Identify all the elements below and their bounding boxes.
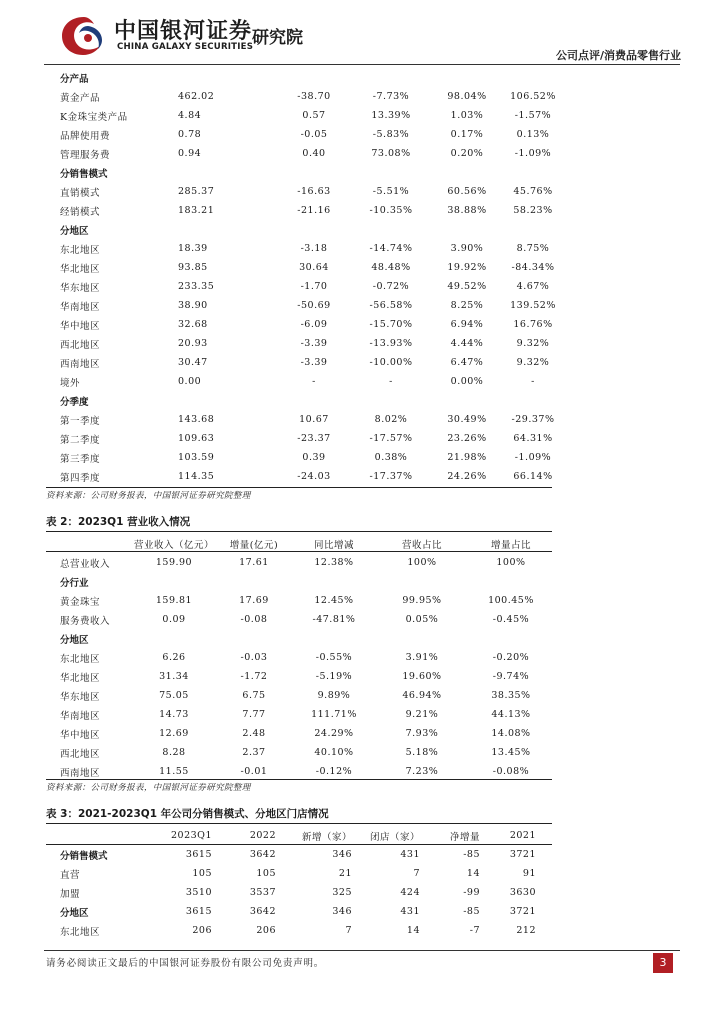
- table-cell: 18.39: [178, 243, 208, 254]
- table-cell: 23.26%: [447, 433, 487, 444]
- table-row: [60, 277, 556, 296]
- table-cell: 4.84: [178, 110, 202, 121]
- table-row: [60, 144, 556, 163]
- table-cell: 462.02: [178, 91, 215, 102]
- table-cell: 24.29%: [314, 728, 354, 739]
- page-header: [0, 0, 724, 66]
- table-cell: -0.05: [300, 129, 328, 140]
- table-cell: 114.35: [178, 471, 215, 482]
- table-cell: -1.72: [240, 671, 268, 682]
- row-label: 境外: [60, 377, 81, 389]
- table-cell: 212: [516, 925, 536, 936]
- table-cell: -1.70: [300, 281, 328, 292]
- table-cell: -24.03: [297, 471, 331, 482]
- row-label: 第四季度: [60, 472, 101, 484]
- table-cell: -1.09%: [514, 148, 552, 159]
- table-row: [60, 201, 556, 220]
- table-cell: 206: [256, 925, 276, 936]
- table-row: [60, 429, 556, 448]
- table-cell: 3510: [185, 887, 212, 898]
- group-heading: 分地区: [60, 225, 89, 237]
- table3-caption: 表 3：2021-2023Q1 年公司分销售模式、分地区门店情况: [46, 808, 329, 820]
- table-cell: 66.14%: [513, 471, 553, 482]
- table-cell: 3630: [509, 887, 536, 898]
- table-cell: 5.18%: [405, 747, 439, 758]
- table-cell: 0.38%: [374, 452, 408, 463]
- row-label: 加盟: [60, 888, 81, 900]
- table-cell: 93.85: [178, 262, 208, 273]
- table-cell: 3642: [249, 849, 276, 860]
- table-cell: 21: [338, 868, 352, 879]
- table-cell: -9.74%: [492, 671, 530, 682]
- column-header: 净增量: [449, 831, 480, 843]
- row-label: 华北地区: [60, 263, 101, 275]
- table-cell: 3.91%: [405, 652, 439, 663]
- report-section-tag: 公司点评/消费品零售行业: [555, 49, 681, 62]
- table-cell: -6.09: [300, 319, 328, 330]
- table-cell: -3.39: [300, 338, 328, 349]
- table-cell: 64.31%: [513, 433, 553, 444]
- table-cell: -0.08%: [492, 766, 530, 777]
- table-cell: 38.35%: [491, 690, 531, 701]
- row-label: 东北地区: [60, 244, 101, 256]
- table-cell: 3721: [509, 906, 536, 917]
- table-cell: 0.40: [302, 148, 326, 159]
- table-cell: 14.73: [159, 709, 189, 720]
- table-row: [60, 667, 552, 686]
- table-cell: -38.70: [297, 91, 331, 102]
- column-header: 增量(亿元): [229, 539, 279, 551]
- group-heading-row: [60, 163, 556, 182]
- table-cell: 24.26%: [447, 471, 487, 482]
- column-header: 同比增减: [313, 539, 354, 551]
- table-cell: 0.13%: [516, 129, 550, 140]
- table-cell: 30.47: [178, 357, 208, 368]
- total-row: [60, 553, 552, 572]
- table-cell: -99: [463, 887, 480, 898]
- table-cell: -0.20%: [492, 652, 530, 663]
- table-cell: -29.37%: [511, 414, 555, 425]
- table-row: [60, 334, 556, 353]
- table-cell: 60.56%: [447, 186, 487, 197]
- table-row: [60, 883, 536, 902]
- header-divider: [44, 64, 680, 65]
- table-row: [60, 258, 556, 277]
- table-cell: 8.75%: [516, 243, 550, 254]
- table-cell: -3.39: [300, 357, 328, 368]
- table2-top-rule: [46, 531, 552, 532]
- table-row: [60, 845, 536, 864]
- table-cell: -14.74%: [369, 243, 413, 254]
- table-row: [60, 239, 556, 258]
- table-cell: 48.48%: [371, 262, 411, 273]
- table-cell: 19.60%: [402, 671, 442, 682]
- row-label: K金珠宝类产品: [60, 111, 128, 123]
- table-cell: 4.67%: [516, 281, 550, 292]
- table-cell: 17.61: [239, 557, 269, 568]
- group-heading: 分销售模式: [60, 168, 108, 180]
- table-cell: -10.00%: [369, 357, 413, 368]
- table-cell: 346: [332, 849, 352, 860]
- table2-source-note: 资料来源：公司财务报表，中国银河证券研究院整理: [46, 783, 251, 793]
- column-header: 增量占比: [490, 539, 531, 551]
- table-row: [60, 315, 556, 334]
- table-cell: 3721: [509, 849, 536, 860]
- column-header: 2023Q1: [170, 830, 212, 841]
- table-cell: 20.93: [178, 338, 208, 349]
- table-row: [60, 610, 552, 629]
- table2-caption: 表 2：2023Q1 营业收入情况: [46, 516, 191, 528]
- table-cell: 109.63: [178, 433, 215, 444]
- table-cell: 7: [413, 868, 420, 879]
- table-cell: -5.83%: [372, 129, 410, 140]
- table-cell: 6.94%: [450, 319, 484, 330]
- table-row: [60, 296, 556, 315]
- table-cell: 4.44%: [450, 338, 484, 349]
- table-cell: -5.19%: [315, 671, 353, 682]
- group-heading-row: [60, 391, 556, 410]
- table-cell: 7.77: [242, 709, 266, 720]
- row-label: 黄金产品: [60, 92, 101, 104]
- table-cell: 17.69: [239, 595, 269, 606]
- table-cell: 46.94%: [402, 690, 442, 701]
- table-cell: 12.69: [159, 728, 189, 739]
- table-cell: 0.09: [162, 614, 186, 625]
- table-cell: -0.01: [240, 766, 268, 777]
- row-label: 黄金珠宝: [60, 596, 101, 608]
- table-cell: 14: [466, 868, 480, 879]
- table-cell: -84.34%: [511, 262, 555, 273]
- table-cell: -0.03: [240, 652, 268, 663]
- footer-disclaimer: 请务必阅读正文最后的中国银河证券股份有限公司免责声明。: [46, 958, 325, 969]
- table-cell: 159.90: [155, 557, 193, 568]
- column-header: 营业收入（亿元）: [133, 539, 214, 551]
- row-label: 直营: [60, 869, 81, 881]
- table-cell: 21.98%: [447, 452, 487, 463]
- table-cell: -0.45%: [492, 614, 530, 625]
- table-cell: 6.75: [242, 690, 266, 701]
- table-cell: 100%: [496, 557, 526, 568]
- group-heading: 分地区: [60, 634, 89, 646]
- table-cell: 32.68: [178, 319, 208, 330]
- table-cell: 14: [406, 925, 420, 936]
- logo-chinese-name: 中国银河证券: [114, 19, 253, 44]
- table-cell: 139.52%: [510, 300, 556, 311]
- table-cell: 1.03%: [450, 110, 484, 121]
- table-cell: 12.45%: [314, 595, 354, 606]
- row-label: 总营业收入: [60, 558, 111, 570]
- table-cell: -0.55%: [315, 652, 353, 663]
- row-label: 西北地区: [60, 748, 101, 760]
- galaxy-logo-icon: [58, 14, 110, 58]
- table-cell: 13.39%: [371, 110, 411, 121]
- table-cell: 6.26: [162, 652, 186, 663]
- group-heading-row: [60, 629, 552, 648]
- table-cell: -0.12%: [315, 766, 353, 777]
- table-cell: 103.59: [178, 452, 215, 463]
- table-cell: 31.34: [159, 671, 189, 682]
- table-cell: 12.38%: [314, 557, 354, 568]
- row-label: 东北地区: [60, 926, 101, 938]
- table-cell: 325: [332, 887, 352, 898]
- table-cell: 100%: [407, 557, 437, 568]
- column-header: 2022: [249, 830, 276, 841]
- table-cell: 431: [400, 849, 420, 860]
- group-heading: 分季度: [60, 396, 89, 408]
- table-cell: 91: [522, 868, 536, 879]
- column-header: [60, 826, 142, 845]
- group-heading-row: [60, 68, 556, 87]
- table2-header-rule: [46, 551, 552, 552]
- table-cell: 0.94: [178, 148, 202, 159]
- table-cell: -: [389, 376, 393, 387]
- table-row: [60, 743, 552, 762]
- table-cell: 98.04%: [447, 91, 487, 102]
- table-cell: 0.39: [302, 452, 326, 463]
- row-label: 华南地区: [60, 301, 101, 313]
- table-cell: 233.35: [178, 281, 215, 292]
- table-row: [60, 410, 556, 429]
- table-cell: -15.70%: [369, 319, 413, 330]
- table-cell: 2.48: [242, 728, 266, 739]
- row-label: 分销售模式: [60, 850, 108, 862]
- revenue-breakdown-table: [60, 68, 556, 486]
- table-cell: 9.89%: [317, 690, 351, 701]
- row-label: 华东地区: [60, 691, 101, 703]
- table-row: [60, 686, 552, 705]
- table-row: [60, 591, 552, 610]
- row-label: 东北地区: [60, 653, 101, 665]
- table-cell: 106.52%: [510, 91, 556, 102]
- table-row: [60, 106, 556, 125]
- table-cell: 49.52%: [447, 281, 487, 292]
- group-heading-row: [60, 220, 556, 239]
- footer-divider: [44, 950, 680, 951]
- table-row: [60, 648, 552, 667]
- table-cell: 40.10%: [314, 747, 354, 758]
- table-cell: 9.32%: [516, 357, 550, 368]
- table-cell: 9.32%: [516, 338, 550, 349]
- table-cell: 183.21: [178, 205, 215, 216]
- table-cell: 105: [256, 868, 276, 879]
- table-cell: 0.00%: [450, 376, 484, 387]
- table-cell: 3537: [249, 887, 276, 898]
- table-cell: 143.68: [178, 414, 215, 425]
- table1-source-note: 资料来源：公司财务报表，中国银河证券研究院整理: [46, 491, 251, 501]
- table-cell: 44.13%: [491, 709, 531, 720]
- row-label: 第三季度: [60, 453, 101, 465]
- logo-institute: 研究院: [252, 28, 303, 48]
- row-label: 直销模式: [60, 187, 101, 199]
- group-heading: 分产品: [60, 73, 89, 85]
- table-cell: -0.08: [240, 614, 268, 625]
- table-row: [60, 724, 552, 743]
- table-cell: 3.90%: [450, 243, 484, 254]
- table-cell: 3615: [185, 849, 212, 860]
- table-row: [60, 467, 556, 486]
- table-row: [60, 902, 536, 921]
- table-cell: 16.76%: [513, 319, 553, 330]
- row-label: 经销模式: [60, 206, 101, 218]
- table3-top-rule: [46, 823, 552, 824]
- table-row: [60, 125, 556, 144]
- logo-english-name: CHINA GALAXY SECURITIES: [117, 42, 254, 52]
- table-cell: 45.76%: [513, 186, 553, 197]
- q1-revenue-table: [60, 534, 552, 781]
- table-cell: -1.57%: [514, 110, 552, 121]
- column-header: 2021: [509, 830, 536, 841]
- table-cell: 8.28: [162, 747, 186, 758]
- row-label: 西南地区: [60, 767, 101, 779]
- table-cell: 8.25%: [450, 300, 484, 311]
- table-cell: 105: [192, 868, 212, 879]
- table-cell: 30.49%: [447, 414, 487, 425]
- row-label: 西南地区: [60, 358, 101, 370]
- table-row: [60, 353, 556, 372]
- table-cell: -1.09%: [514, 452, 552, 463]
- table-cell: 38.88%: [447, 205, 487, 216]
- table-cell: 58.23%: [513, 205, 553, 216]
- table-cell: 0.20%: [450, 148, 484, 159]
- row-label: 华中地区: [60, 729, 101, 741]
- table-cell: 99.95%: [402, 595, 442, 606]
- table-cell: 7.23%: [405, 766, 439, 777]
- table-cell: -47.81%: [312, 614, 356, 625]
- table-cell: 30.64: [299, 262, 329, 273]
- table2-bottom-rule: [46, 779, 552, 780]
- table-cell: -23.37: [297, 433, 331, 444]
- table-cell: 13.45%: [491, 747, 531, 758]
- row-label: 品牌使用费: [60, 130, 111, 142]
- header-row: [60, 826, 536, 845]
- table-cell: -17.57%: [369, 433, 413, 444]
- table-cell: -0.72%: [372, 281, 410, 292]
- table-cell: 2.37: [242, 747, 266, 758]
- column-header: 闭店（家）: [369, 831, 420, 843]
- group-heading-row: [60, 572, 552, 591]
- table-cell: 346: [332, 906, 352, 917]
- row-label: 华东地区: [60, 282, 101, 294]
- table-cell: 9.21%: [405, 709, 439, 720]
- table-cell: 14.08%: [491, 728, 531, 739]
- column-header: 新增（家）: [301, 831, 352, 843]
- table-cell: 8.02%: [374, 414, 408, 425]
- table-cell: 424: [400, 887, 420, 898]
- table-cell: -17.37%: [369, 471, 413, 482]
- table-cell: 285.37: [178, 186, 215, 197]
- table-cell: 100.45%: [488, 595, 534, 606]
- table-cell: -85: [463, 849, 480, 860]
- table-cell: 0.00: [178, 376, 202, 387]
- table-row: [60, 448, 556, 467]
- table-cell: 75.05: [159, 690, 189, 701]
- table-cell: 10.67: [299, 414, 329, 425]
- table-cell: 38.90: [178, 300, 208, 311]
- table-row: [60, 705, 552, 724]
- row-label: 分地区: [60, 907, 89, 919]
- group-heading: 分行业: [60, 577, 89, 589]
- row-label: 西北地区: [60, 339, 101, 351]
- table-cell: -56.58%: [369, 300, 413, 311]
- table-cell: -: [312, 376, 316, 387]
- table-row: [60, 372, 556, 391]
- table-cell: 0.17%: [450, 129, 484, 140]
- table-cell: -3.18: [300, 243, 328, 254]
- row-label: 华南地区: [60, 710, 101, 722]
- row-label: 华北地区: [60, 672, 101, 684]
- table-cell: -16.63: [297, 186, 331, 197]
- table-cell: 7.93%: [405, 728, 439, 739]
- table-cell: 0.78: [178, 129, 202, 140]
- table-cell: 3642: [249, 906, 276, 917]
- table-cell: 3615: [185, 906, 212, 917]
- table1-bottom-rule: [46, 487, 552, 488]
- table-cell: 159.81: [155, 595, 193, 606]
- table-row: [60, 87, 556, 106]
- table-row: [60, 182, 556, 201]
- table-cell: -21.16: [297, 205, 331, 216]
- table-cell: 7: [345, 925, 352, 936]
- table-cell: -7.73%: [372, 91, 410, 102]
- row-label: 服务费收入: [60, 615, 111, 627]
- page-number: 3: [653, 953, 673, 973]
- table-cell: 73.08%: [371, 148, 411, 159]
- table-cell: 6.47%: [450, 357, 484, 368]
- table-cell: -7: [469, 925, 480, 936]
- table-cell: 206: [192, 925, 212, 936]
- row-label: 华中地区: [60, 320, 101, 332]
- table-cell: 0.05%: [405, 614, 439, 625]
- row-label: 第二季度: [60, 434, 101, 446]
- table-row: [60, 864, 536, 883]
- row-label: 第一季度: [60, 415, 101, 427]
- row-label: 管理服务费: [60, 149, 111, 161]
- table-cell: 111.71%: [311, 709, 357, 720]
- table-row: [60, 921, 536, 940]
- table-cell: -85: [463, 906, 480, 917]
- table3-header-rule: [46, 844, 552, 845]
- table-cell: 11.55: [159, 766, 189, 777]
- column-header: 营收占比: [401, 539, 442, 551]
- table-cell: -10.35%: [369, 205, 413, 216]
- table-cell: 0.57: [302, 110, 326, 121]
- table-cell: 19.92%: [447, 262, 487, 273]
- table-cell: 431: [400, 906, 420, 917]
- table-cell: -50.69: [297, 300, 331, 311]
- table-cell: -5.51%: [372, 186, 410, 197]
- table-cell: -: [531, 376, 535, 387]
- table-cell: -13.93%: [369, 338, 413, 349]
